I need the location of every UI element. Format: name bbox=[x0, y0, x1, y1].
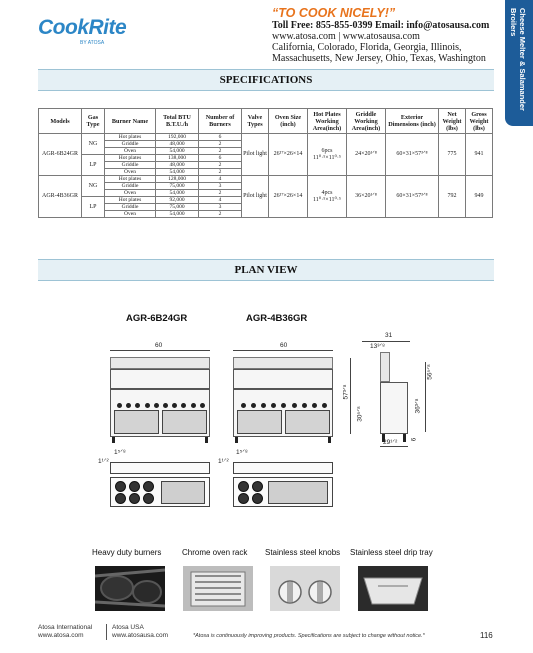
table-header: Total BTU B.T.U./h bbox=[156, 109, 199, 134]
brand-logo: CookRite bbox=[38, 16, 127, 39]
knob-row bbox=[115, 403, 207, 408]
griddle-plate bbox=[161, 481, 205, 504]
model-cell: AGR-4B36GR bbox=[39, 176, 82, 218]
burner-cell: Oven bbox=[105, 148, 156, 155]
slogan: “TO COOK NICELY!” bbox=[272, 6, 396, 20]
table-header: Net Weight (lbs) bbox=[439, 109, 466, 134]
range-backsplash bbox=[110, 369, 210, 389]
leg-height-label: 6 bbox=[410, 437, 418, 442]
oven-size-cell: 26¹⁷×26×14 bbox=[269, 176, 308, 218]
knob-icon bbox=[241, 403, 246, 408]
footer-company bbox=[38, 624, 92, 640]
btu-cell: 54,000 bbox=[156, 190, 199, 197]
knob-icon bbox=[322, 403, 327, 408]
burner-icon bbox=[238, 493, 249, 504]
oven-door bbox=[114, 410, 159, 434]
oven-door bbox=[237, 410, 282, 434]
burner-count-cell: 2 bbox=[199, 211, 242, 218]
salamander-top-shelf bbox=[110, 357, 210, 369]
burner-count-cell: 3 bbox=[199, 183, 242, 190]
btu-cell: 48,000 bbox=[156, 162, 199, 169]
low-height-label: 30⁵ᐟ⁸ bbox=[356, 406, 364, 422]
side-body bbox=[380, 382, 408, 434]
width-dimension-label: 60 bbox=[280, 342, 288, 349]
range-body-a bbox=[110, 389, 210, 437]
base-depth-label: 29¹ᐟ² bbox=[383, 439, 398, 446]
btu-cell: 54,000 bbox=[156, 211, 199, 218]
leg bbox=[235, 437, 238, 443]
oven-door bbox=[285, 410, 330, 434]
width-dimension-line bbox=[233, 350, 333, 351]
knob-icon bbox=[281, 403, 286, 408]
contact-line: Massachusetts, New Jersey, Ohio, Texas, Washington bbox=[272, 53, 486, 64]
category-side-tab bbox=[505, 0, 533, 126]
knob-icon bbox=[200, 403, 205, 408]
footer-divider bbox=[106, 624, 107, 640]
burner-count-cell: 6 bbox=[199, 134, 242, 141]
burner-cell: Oven bbox=[105, 169, 156, 176]
contact-line: Toll Free: 855-855-0399 Email: info@atosausa.com bbox=[272, 20, 490, 31]
leg bbox=[403, 434, 406, 442]
burner-cell: Griddle bbox=[105, 162, 156, 169]
top-view-backsplash-a bbox=[110, 462, 210, 474]
oven-size-cell: 26¹⁷×26×14 bbox=[269, 134, 308, 176]
burner-icon bbox=[252, 493, 263, 504]
table-header-row bbox=[39, 109, 493, 134]
table-header: Gross Weight (lbs) bbox=[466, 109, 493, 134]
burner-count-cell: 2 bbox=[199, 169, 242, 176]
btu-cell: 92,000 bbox=[156, 197, 199, 204]
footer-company-url: www.atosa.com bbox=[38, 632, 84, 639]
btu-cell: 54,000 bbox=[156, 169, 199, 176]
specifications-table bbox=[38, 108, 493, 218]
knob-icon bbox=[251, 403, 256, 408]
leg bbox=[328, 437, 331, 443]
footer-usa-url: www.atosausa.com bbox=[112, 632, 168, 639]
knob-icon bbox=[145, 403, 150, 408]
btu-cell: 75,000 bbox=[156, 183, 199, 190]
specifications-heading: SPECIFICATIONS bbox=[38, 69, 494, 91]
knob-icon bbox=[163, 403, 168, 408]
burner-icon bbox=[129, 481, 140, 492]
footer-company-name: Atosa International bbox=[38, 624, 93, 631]
stainless-steel-knobs-photo bbox=[270, 566, 340, 611]
hot-plates-area-cell: 4pcs 11⁰·⁵×11⁰·⁵ bbox=[308, 176, 347, 218]
table-header: Number of Burners bbox=[199, 109, 242, 134]
gas-type-cell: LP bbox=[82, 155, 105, 176]
shelf-height-label: 56⁵ᐟ⁸ bbox=[426, 364, 434, 380]
table-row bbox=[39, 134, 493, 141]
knob-icon bbox=[271, 403, 276, 408]
gross-weight-cell: 949 bbox=[466, 176, 493, 218]
burner-icon bbox=[238, 481, 249, 492]
exterior-cell: 60×31×57³ᐟ⁸ bbox=[386, 176, 439, 218]
burner-cell: Hot plates bbox=[105, 197, 156, 204]
knob-icon bbox=[292, 403, 297, 408]
model-cell: AGR-6B24GR bbox=[39, 134, 82, 176]
gas-type-cell: LP bbox=[82, 197, 105, 218]
valve-cell: Pilot light bbox=[242, 134, 269, 176]
top-view-b bbox=[233, 477, 333, 507]
knob-row bbox=[238, 403, 330, 408]
top-depth-label: 13³ᐟ⁸ bbox=[370, 343, 385, 350]
side-backsplash bbox=[380, 352, 390, 382]
model-b-label: AGR-4B36GR bbox=[246, 313, 308, 324]
range-body-b bbox=[233, 389, 333, 437]
footer-disclaimer: *Atosa is continuously improving products. Specifications are subject to change without notice.* bbox=[193, 633, 425, 639]
brand-logo-sub: BY ATOSA bbox=[80, 40, 105, 46]
feature-caption: Heavy duty burners bbox=[92, 548, 162, 557]
btu-cell: 75,000 bbox=[156, 204, 199, 211]
feature-caption: Stainless steel knobs bbox=[265, 548, 341, 557]
burner-count-cell: 2 bbox=[199, 148, 242, 155]
width-dimension-line bbox=[110, 350, 210, 351]
burner-cell: Griddle bbox=[105, 204, 156, 211]
knob-icon bbox=[154, 403, 159, 408]
burner-icon bbox=[252, 481, 263, 492]
contact-block bbox=[272, 20, 489, 64]
griddle-area-cell: 36×20¹ᐟ⁸ bbox=[347, 176, 386, 218]
burner-count-cell: 4 bbox=[199, 197, 242, 204]
burner-cell: Griddle bbox=[105, 141, 156, 148]
gas-type-cell: NG bbox=[82, 134, 105, 155]
burner-icon bbox=[115, 481, 126, 492]
top-gap-small-label: 1⁵ᐟ⁸ bbox=[114, 449, 126, 456]
table-row bbox=[39, 176, 493, 183]
burner-icon bbox=[143, 493, 154, 504]
burner-icon bbox=[115, 493, 126, 504]
footer-usa bbox=[112, 624, 168, 640]
burner-cell: Griddle bbox=[105, 183, 156, 190]
base-dimension-line bbox=[380, 446, 408, 447]
contact-line: www.atosa.com | www.atosausa.com bbox=[272, 31, 420, 42]
leg bbox=[205, 437, 208, 443]
category-side-tab-label: Cheese Melter & Salamander Broilers bbox=[509, 8, 527, 111]
top-gap-label: 1¹ᐟ² bbox=[218, 458, 229, 465]
net-weight-cell: 792 bbox=[439, 176, 466, 218]
burner-cell: Oven bbox=[105, 211, 156, 218]
width-dimension-label: 60 bbox=[155, 342, 163, 349]
btu-cell: 192,000 bbox=[156, 134, 199, 141]
knob-icon bbox=[181, 403, 186, 408]
heavy-duty-burners-photo bbox=[95, 566, 165, 611]
hot-plates-area-cell: 6pcs 11⁰·⁵×11⁰·⁵ bbox=[308, 134, 347, 176]
top-view-backsplash-b bbox=[233, 462, 333, 474]
height-dimension-line bbox=[350, 358, 351, 434]
btu-cell: 48,000 bbox=[156, 141, 199, 148]
burner-cell: Hot plates bbox=[105, 155, 156, 162]
feature-caption: Stainless steel drip tray bbox=[350, 548, 433, 557]
leg bbox=[112, 437, 115, 443]
page-number: 116 bbox=[480, 631, 493, 640]
footer-usa-name: Atosa USA bbox=[112, 624, 144, 631]
knob-icon bbox=[312, 403, 317, 408]
gross-weight-cell: 941 bbox=[466, 134, 493, 176]
burner-icon bbox=[129, 493, 140, 504]
top-gap-small-label: 1⁵ᐟ⁸ bbox=[236, 449, 248, 456]
knob-icon bbox=[302, 403, 307, 408]
knob-icon bbox=[126, 403, 131, 408]
range-backsplash bbox=[233, 369, 333, 389]
gas-type-cell: NG bbox=[82, 176, 105, 197]
net-weight-cell: 775 bbox=[439, 134, 466, 176]
table-header: Exterior Dimensions (inch) bbox=[386, 109, 439, 134]
knob-icon bbox=[117, 403, 122, 408]
burner-cell: Hot plates bbox=[105, 176, 156, 183]
burner-count-cell: 6 bbox=[199, 155, 242, 162]
chrome-oven-rack-photo bbox=[183, 566, 253, 611]
knob-icon bbox=[261, 403, 266, 408]
oven-door bbox=[162, 410, 207, 434]
knob-icon bbox=[135, 403, 140, 408]
mid-height-label: 36³ᐟ⁸ bbox=[414, 398, 422, 414]
table-header: Models bbox=[39, 109, 82, 134]
table-header: Hot Plates Working Area(inch) bbox=[308, 109, 347, 134]
plan-view-heading: PLAN VIEW bbox=[38, 259, 494, 281]
table-header: Valve Types bbox=[242, 109, 269, 134]
burner-count-cell: 2 bbox=[199, 190, 242, 197]
btu-cell: 54,000 bbox=[156, 148, 199, 155]
btu-cell: 138,000 bbox=[156, 155, 199, 162]
burner-count-cell: 2 bbox=[199, 141, 242, 148]
salamander-top-shelf bbox=[233, 357, 333, 369]
height-dimension-label: 57³ᐟ⁸ bbox=[342, 384, 350, 400]
top-gap-label: 1¹ᐟ² bbox=[98, 458, 109, 465]
feature-caption: Chrome oven rack bbox=[182, 548, 248, 557]
exterior-cell: 60×31×57³ᐟ⁸ bbox=[386, 134, 439, 176]
table-header: Griddle Working Area(inch) bbox=[347, 109, 386, 134]
griddle-plate bbox=[268, 481, 328, 504]
burner-icon bbox=[143, 481, 154, 492]
burner-count-cell: 3 bbox=[199, 204, 242, 211]
knob-icon bbox=[172, 403, 177, 408]
griddle-area-cell: 24×20¹ᐟ⁸ bbox=[347, 134, 386, 176]
burner-count-cell: 2 bbox=[199, 162, 242, 169]
table-header: Oven Size (inch) bbox=[269, 109, 308, 134]
burner-cell: Hot plates bbox=[105, 134, 156, 141]
table-header: Burner Name bbox=[105, 109, 156, 134]
btu-cell: 128,000 bbox=[156, 176, 199, 183]
depth-dimension-label: 31 bbox=[385, 332, 393, 339]
burner-cell: Oven bbox=[105, 190, 156, 197]
contact-line: California, Colorado, Florida, Georgia, Illinois, bbox=[272, 42, 462, 53]
top-view-a bbox=[110, 477, 210, 507]
knob-icon bbox=[191, 403, 196, 408]
table-header: Gas Type bbox=[82, 109, 105, 134]
burner-count-cell: 4 bbox=[199, 176, 242, 183]
model-a-label: AGR-6B24GR bbox=[126, 313, 188, 324]
drip-tray-photo bbox=[358, 566, 428, 611]
valve-cell: Pilot light bbox=[242, 176, 269, 218]
